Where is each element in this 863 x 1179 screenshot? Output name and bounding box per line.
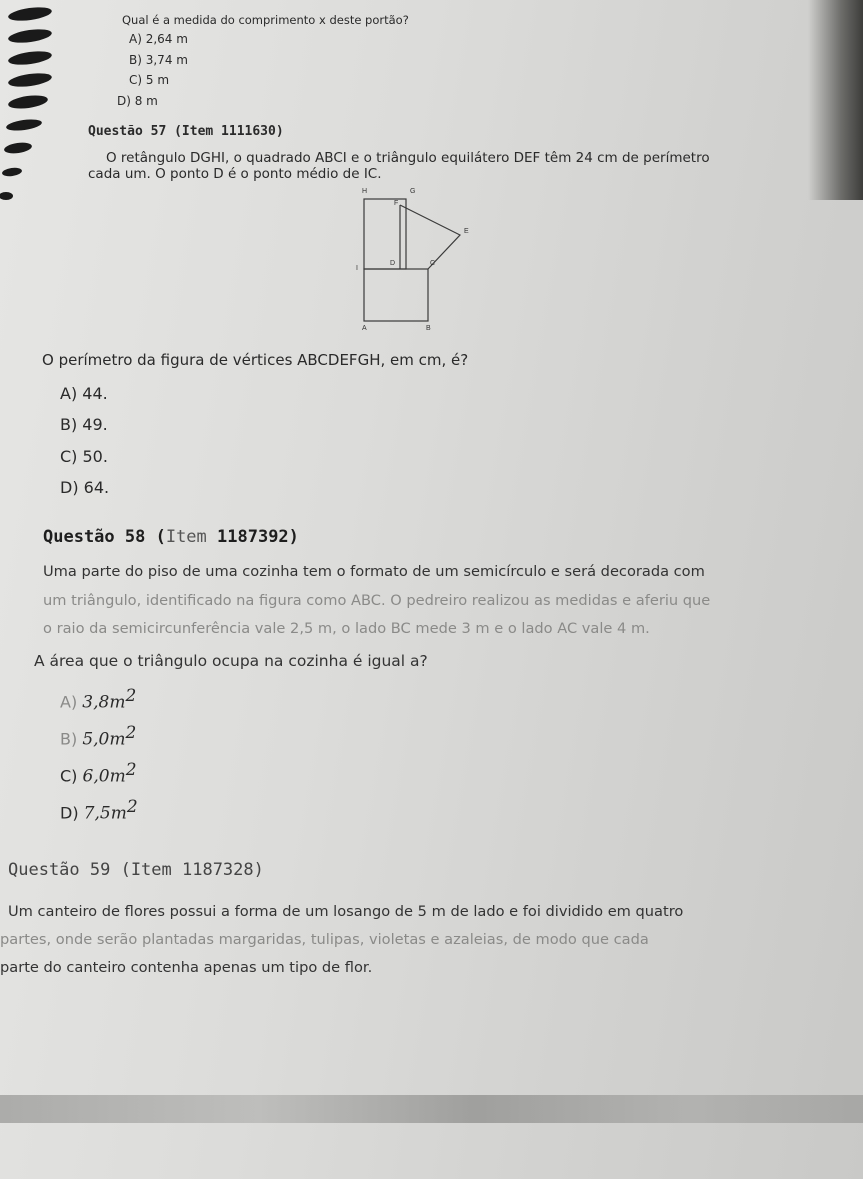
label-g: G [410,188,416,195]
q58-text-line3: o raio da semicircunferência vale 2,5 m, o lado BC mede 3 m e o lado AC vale 4 m. [43,620,650,637]
bottom-shadow-band [0,1095,863,1123]
q59-header: Questão 59 (Item 1187328) [8,860,264,880]
q59-text-line3: parte do canteiro contenha apenas um tipo de flor. [0,959,373,976]
q56-question: Qual é a medida do comprimento x deste portão? [122,13,409,27]
q58-text-line2: um triângulo, identificado na figura como ABC. O pedreiro realizou as medidas e aferiu que [43,592,711,609]
q58-option-c[interactable]: C) $6,0m^2$ [60,760,137,787]
square-abci [364,269,428,321]
spiral-binding [0,0,70,230]
q58-text-line1: Uma parte do piso de uma cozinha tem o formato de um semicírculo e será decorada com [43,563,705,580]
q58-option-d[interactable]: D) $7,5m^2$ [60,797,138,824]
q57-geometry-figure [350,185,490,335]
q59-text-line1: Um canteiro de flores possui a forma de um losango de 5 m de lado e foi dividido em quatro [8,903,684,920]
label-c: C [430,260,436,267]
q59-text-line2: partes, onde serão plantadas margaridas, tulipas, violetas e azaleias, de modo que cada [0,931,649,948]
q58-header: Questão 58 (Item 1187392) [43,527,299,547]
q56-option-c[interactable]: C) 5 m [129,73,170,87]
q56-option-a[interactable]: A) 2,64 m [129,32,188,46]
q57-text-line1: O retângulo DGHI, o quadrado ABCI e o triângulo equilátero DEF têm 24 cm de perímetro [106,150,710,166]
q56-option-d[interactable]: D) 8 m [117,94,158,108]
label-e: E [464,228,469,235]
q57-option-a[interactable]: A) 44. [60,384,108,403]
q58-question: A área que o triângulo ocupa na cozinha é igual a? [34,652,428,670]
label-i: I [356,265,358,272]
q57-option-c[interactable]: C) 50. [60,447,108,466]
label-h: H [362,188,368,195]
label-a: A [362,325,367,332]
background-edge [808,0,863,200]
q57-option-b[interactable]: B) 49. [60,415,108,434]
q57-header: Questão 57 (Item 1111630) [88,124,284,139]
label-f: F [394,200,399,207]
q56-option-b[interactable]: B) 3,74 m [129,53,188,67]
q58-option-a[interactable]: A) $3,8m^2$ [60,686,137,713]
q57-text-line2: cada um. O ponto D é o ponto médio de IC. [88,166,382,182]
q57-question: O perímetro da figura de vértices ABCDEFGH, em cm, é? [42,351,469,369]
q57-option-d[interactable]: D) 64. [60,478,110,497]
label-b: B [426,325,431,332]
q58-option-b[interactable]: B) $5,0m^2$ [60,723,137,750]
label-d: D [390,260,396,267]
